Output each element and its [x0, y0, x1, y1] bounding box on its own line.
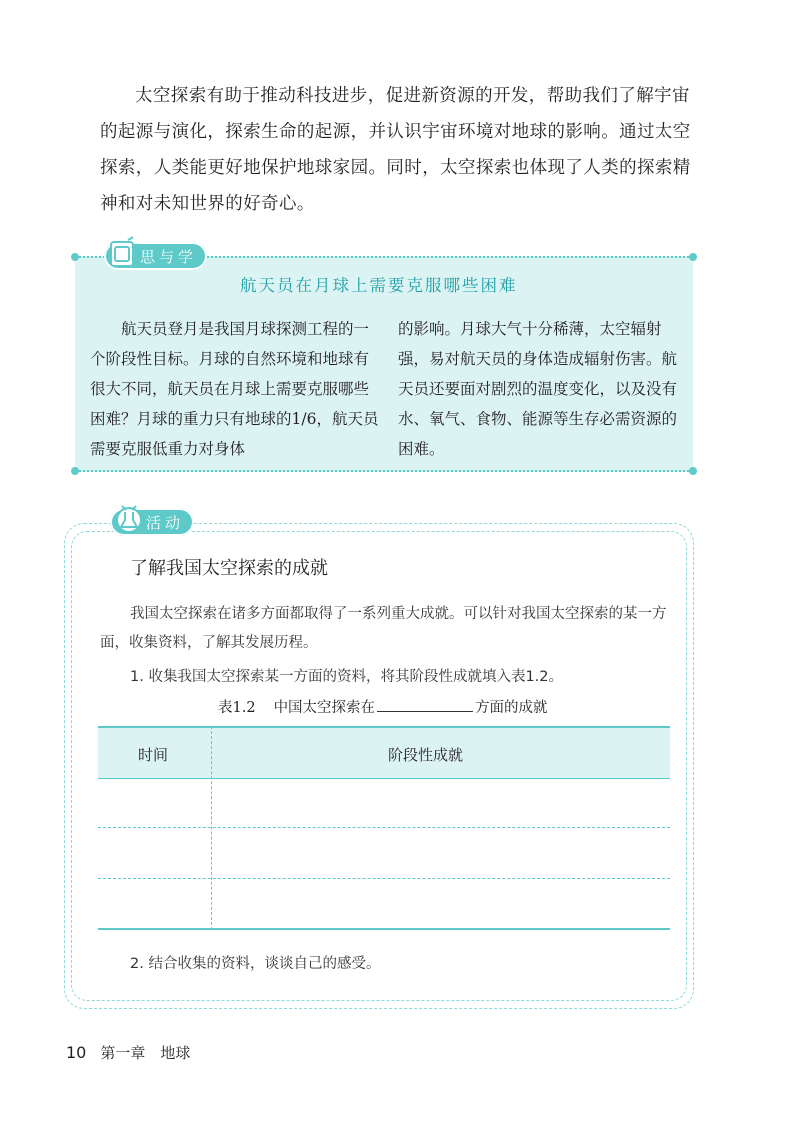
intro-paragraph: 太空探索有助于推动科技进步，促进新资源的开发，帮助我们了解宇宙的起源与演化，探索生命的起源，并认识宇宙环境对地球的影响。通过太空探索，人类能更好地保护地球家园。同时，太空探索也体现了人类的探索精神和对未知世界的好奇心。 [100, 86, 691, 214]
table-caption-prefix: 中国太空探索在 [273, 700, 376, 716]
flask-icon [114, 502, 144, 536]
think-badge-label: 思与学 [140, 247, 198, 266]
activity-title: 了解我国太空探索的成就 [130, 558, 328, 579]
think-text-right: 的影响。月球大气十分稀薄，太空辐射强，易对航天员的身体造成辐射伤害。航天员还要面对剧烈的温度变化，以及没有水、氧气、食物、能源等生存必需资源的困难。 [398, 320, 678, 458]
think-badge [104, 242, 207, 270]
table-column-divider [211, 726, 212, 930]
table-header [98, 726, 670, 779]
table-row [98, 827, 670, 828]
activity-badge-label: 活动 [146, 513, 185, 532]
achievement-table [98, 726, 670, 930]
table-bottom-rule [98, 928, 670, 930]
book-question-icon [108, 236, 138, 270]
page-footer [66, 1042, 190, 1063]
table-caption-suffix: 方面的成就 [475, 700, 548, 716]
fill-blank [377, 697, 473, 712]
activity-step-1: 1. 收集我国太空探索某一方面的资料，将其阶段性成就填入表1.2。 [130, 669, 564, 685]
think-title: 航天员在月球上需要克服哪些困难 [240, 272, 518, 296]
table-header-time: 时间 [138, 746, 169, 764]
table-row [98, 878, 670, 879]
table-number: 表1.2 [218, 700, 256, 716]
activity-step-2: 2. 结合收集的资料，谈谈自己的感受。 [130, 956, 381, 972]
chapter-label: 第一章 地球 [100, 1044, 191, 1062]
table-header-achievement: 阶段性成就 [388, 746, 464, 764]
table-caption [218, 696, 548, 717]
activity-paragraph: 我国太空探索在诸多方面都取得了一系列重大成就。可以针对我国太空探索的某一方面，收集资料，了解其发展历程。 [100, 606, 667, 651]
think-text-left: 航天员登月是我国月球探测工程的一个阶段性目标。月球的自然环境和地球有很大不同，航天员在月球上需要克服哪些困难？月球的重力只有地球的1/6，航天员需要克服低重力对身体 [90, 320, 379, 458]
page-number: 10 [66, 1043, 87, 1062]
activity-badge [110, 508, 194, 536]
